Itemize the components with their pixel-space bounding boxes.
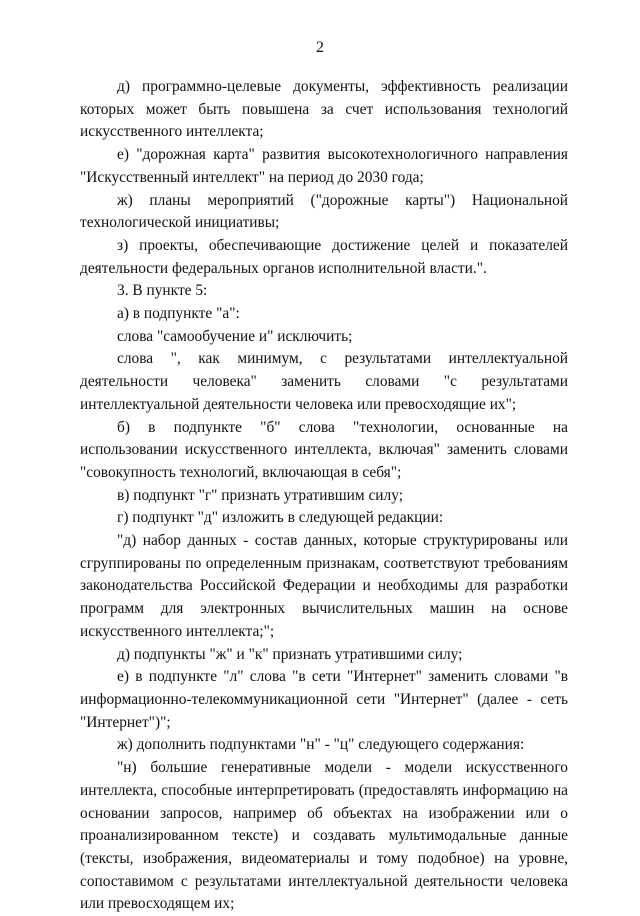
paragraph: е) "дорожная карта" развития высокотехнологичного направления "Искусственный интеллект" на период до 2030 года;	[80, 146, 568, 186]
paragraph: г) подпункт "д" изложить в следующей редакции:	[117, 509, 444, 527]
paragraph: з) проекты, обеспечивающие достижение целей и показателей деятельности федеральных органов исполнительной власти.".	[80, 236, 568, 277]
paragraph: д) подпункты "ж" и "к" признать утратившими силу;	[117, 645, 463, 663]
paragraph: 3. В пункте 5:	[117, 282, 208, 300]
paragraph: е) в подпункте "л" слова "в сети "Интернет" заменить словами "в информационно-телекоммуникационной сети "Интернет" (далее - сеть "Интернет")";	[80, 668, 568, 731]
page-number: 2	[316, 39, 324, 56]
paragraph: д) программно-целевые документы, эффективность реализации которых может быть повышена за счет использования технологий искусственного интеллекта;	[80, 78, 568, 141]
paragraph: б) в подпункте "б" слова "технологии, основанные на использовании искусственного интеллекта, включая" заменить словами "совокупность технологий, включающая в себя";	[80, 418, 568, 481]
paragraph: ж) планы мероприятий ("дорожные карты") Национальной технологической инициативы;	[80, 191, 568, 232]
paragraph: а) в подпункте "а":	[117, 305, 240, 323]
document-body	[80, 76, 568, 916]
paragraph: в) подпункт "г" признать утратившим силу;	[117, 486, 403, 504]
paragraph: слова "самообучение и" исключить;	[117, 327, 353, 345]
paragraph: "д) набор данных - состав данных, которые структурированы или сгруппированы по определенным признакам, соответствуют требованиям законодательства Российской Федерации и необходимы для разработки программ для электронных вычислительных машин на основе искусственного интеллекта;";	[80, 532, 568, 640]
paragraph: ж) дополнить подпунктами "н" - "ц" следующего содержания:	[117, 736, 525, 754]
paragraph: слова ", как минимум, с результатами интеллектуальной деятельности человека" заменить словами "с результатами интеллектуальной деятельности человека или превосходящие их";	[80, 350, 568, 413]
paragraph: "н) большие генеративные модели - модели искусственного интеллекта, способные интерпретировать (предоставлять информацию на основании запросов, например об объектах на изображении или о проанализированном тексте) и создавать мультимодальные данные (тексты, изображения, видеоматериалы и тому подобное) на уровне, сопоставимом с результатами интеллектуальной деятельности человека или превосходящем их;	[80, 759, 568, 913]
